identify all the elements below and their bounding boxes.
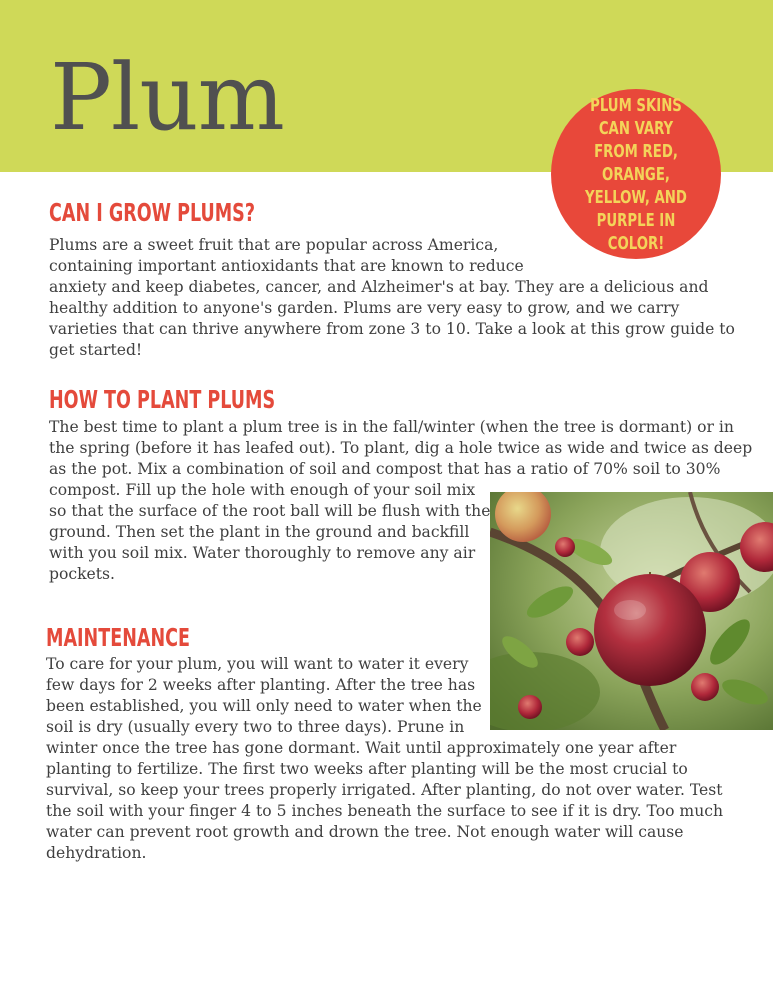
paragraph-line: get started! [49,341,143,359]
section-heading-maintenance: MAINTENANCE [46,623,191,652]
section-paragraph-maintenance [46,654,723,864]
section-heading-grow: CAN I GROW PLUMS? [49,198,256,227]
paragraph-line: healthy addition to anyone's garden. Plums are very easy to grow, and we carry [49,299,680,317]
paragraph-line: The best time to plant a plum tree is in the fall/winter (when the tree is dormant) or in [49,418,734,436]
paragraph-line: with you soil mix. Water thoroughly to remove any air [49,544,476,562]
paragraph-line: as the pot. Mix a combination of soil and compost that has a ratio of 70% soil to 30% [49,460,721,478]
fact-badge [551,89,721,259]
paragraph-line: varieties that can thrive anywhere from zone 3 to 10. Take a look at this grow guide to [49,320,735,338]
page-title: Plum [50,44,284,151]
section-heading-plant: HOW TO PLANT PLUMS [49,385,276,414]
fact-badge-text: PLUM SKINS CAN VARY FROM RED, ORANGE, YELLOW, AND PURPLE IN COLOR! [585,94,687,254]
paragraph-line: anxiety and keep diabetes, cancer, and Alzheimer's at bay. They are a delicious and [49,278,709,296]
paragraph-line: ground. Then set the plant in the ground and backfill [49,523,470,541]
paragraph-line: Plums are a sweet fruit that are popular across America, [49,236,499,254]
paragraph-line: water can prevent root growth and drown the tree. Not enough water will cause [46,823,684,841]
paragraph-line: so that the surface of the root ball will be flush with the [49,502,491,520]
paragraph-line: been established, you will only need to water when the [46,697,482,715]
paragraph-line: dehydration. [46,844,147,862]
paragraph-line: compost. Fill up the hole with enough of your soil mix [49,481,476,499]
paragraph-line: the spring (before it has leafed out). To plant, dig a hole twice as wide and twice as deep [49,439,753,457]
paragraph-line: pockets. [49,565,116,583]
paragraph-line: survival, so keep your trees properly irrigated. After planting, do not over water. Test [46,781,723,799]
paragraph-line: To care for your plum, you will want to water it every [46,655,469,673]
paragraph-line: soil is dry (usually every two to three days). Prune in [46,718,465,736]
paragraph-line: the soil with your finger 4 to 5 inches beneath the surface to see if it is dry. Too much [46,802,724,820]
paragraph-line: winter once the tree has gone dormant. Wait until approximately one year after [46,739,677,757]
paragraph-line: containing important antioxidants that are known to reduce [49,257,524,275]
paragraph-line: planting to fertilize. The first two weeks after planting will be the most crucial to [46,760,688,778]
paragraph-line: few days for 2 weeks after planting. After the tree has [46,676,476,694]
